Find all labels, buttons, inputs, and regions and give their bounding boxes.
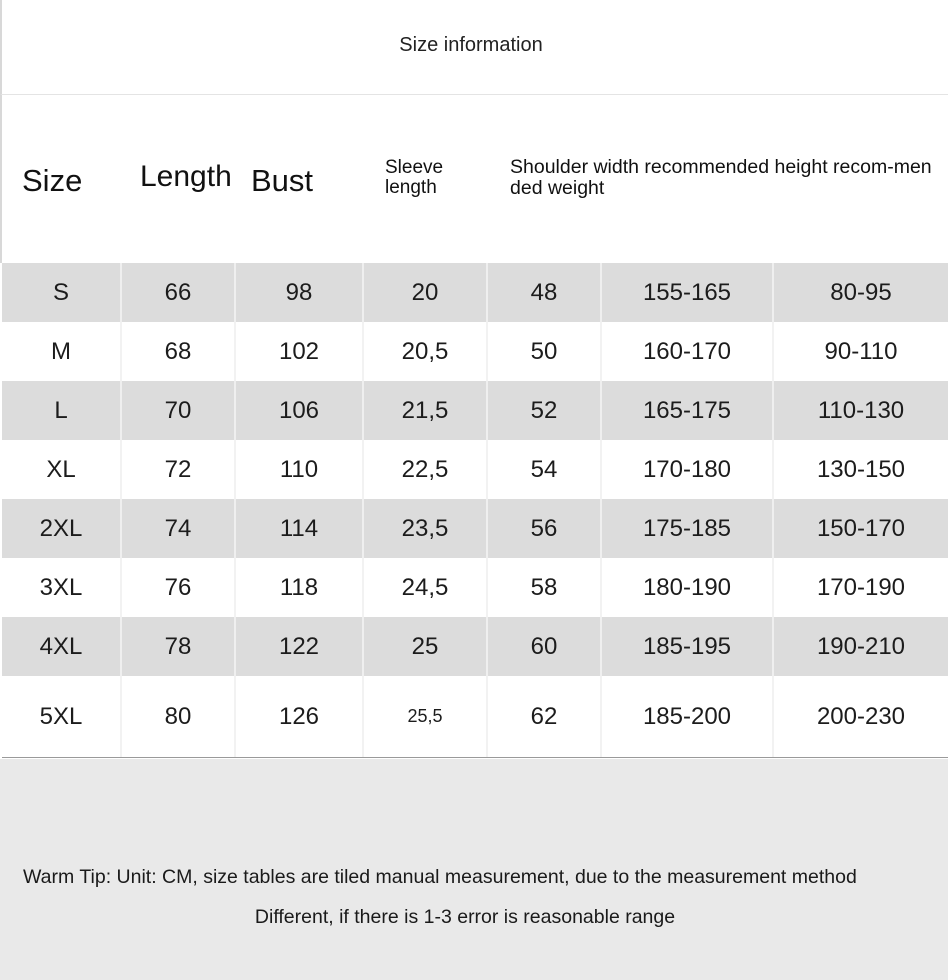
- cell-height: 175-185: [602, 499, 774, 558]
- header-sleeve-length: Sleeve length: [385, 157, 444, 198]
- cell-weight: 90-110: [824, 337, 898, 365]
- header-size: Size: [22, 163, 83, 198]
- table-row: [2, 440, 948, 499]
- cell-shoulder: 56: [488, 499, 602, 558]
- table-row: [2, 617, 948, 676]
- cell-weight: 170-190: [816, 573, 906, 601]
- cell-height: 185-200: [602, 676, 774, 757]
- cell-bust: 98: [236, 263, 364, 322]
- cell-shoulder: 58: [488, 558, 602, 617]
- cell-shoulder: 54: [488, 440, 602, 499]
- cell-height: 160-170: [602, 322, 774, 381]
- table-row: [2, 499, 948, 558]
- cell-size: 4XL: [2, 617, 122, 676]
- cell-bust: 102: [236, 322, 364, 381]
- cell-weight: 150-170: [816, 514, 906, 542]
- page-title: Size information: [399, 34, 543, 56]
- cell-height: 165-175: [602, 381, 774, 440]
- header-shoulder-height-weight: Shoulder width recommended height recom-mended weight: [510, 156, 932, 199]
- cell-sleeve: 25: [364, 617, 488, 676]
- table-row: [2, 558, 948, 617]
- cell-sleeve: 20,5: [364, 322, 488, 381]
- cell-size: 2XL: [2, 499, 122, 558]
- cell-length: 72: [122, 440, 236, 499]
- cell-shoulder: 62: [488, 676, 602, 757]
- cell-size: XL: [2, 440, 122, 499]
- cell-sleeve: 24,5: [364, 558, 488, 617]
- cell-bust: 110: [236, 440, 364, 499]
- cell-bust: 122: [236, 617, 364, 676]
- cell-sleeve: 25,5: [364, 676, 488, 757]
- table-row: [2, 322, 948, 381]
- warm-tip-line-1: Warm Tip: Unit: CM, size tables are tiled manual measurement, due to the measurement method: [23, 866, 857, 888]
- cell-length: 76: [122, 558, 236, 617]
- cell-bust: 118: [236, 558, 364, 617]
- cell-bust: 114: [236, 499, 364, 558]
- cell-size: S: [2, 263, 122, 322]
- cell-weight: 80-95: [830, 278, 892, 306]
- cell-weight: 130-150: [816, 455, 906, 483]
- cell-length: 66: [122, 263, 236, 322]
- cell-weight: 200-230: [816, 702, 906, 730]
- cell-height: 185-195: [602, 617, 774, 676]
- cell-length: 68: [122, 322, 236, 381]
- cell-sleeve: 20: [364, 263, 488, 322]
- cell-height: 170-180: [602, 440, 774, 499]
- warm-tip-line-2: Different, if there is 1-3 error is reasonable range: [254, 906, 676, 928]
- cell-shoulder: 50: [488, 322, 602, 381]
- cell-sleeve: 21,5: [364, 381, 488, 440]
- cell-length: 78: [122, 617, 236, 676]
- cell-length: 80: [122, 676, 236, 757]
- cell-weight: 110-130: [817, 396, 905, 424]
- cell-bust: 126: [236, 676, 364, 757]
- table-row: [2, 263, 948, 322]
- cell-shoulder: 60: [488, 617, 602, 676]
- header-length: Length: [140, 160, 232, 193]
- cell-shoulder: 52: [488, 381, 602, 440]
- table-row: [2, 381, 948, 440]
- cell-size: 5XL: [2, 676, 122, 757]
- cell-height: 155-165: [602, 263, 774, 322]
- size-table: [2, 263, 948, 758]
- header-bust: Bust: [251, 163, 314, 198]
- cell-weight: 190-210: [816, 632, 906, 660]
- cell-bust: 106: [236, 381, 364, 440]
- cell-sleeve: 22,5: [364, 440, 488, 499]
- cell-size: M: [2, 322, 122, 381]
- cell-length: 74: [122, 499, 236, 558]
- cell-size: 3XL: [2, 558, 122, 617]
- cell-length: 70: [122, 381, 236, 440]
- cell-sleeve: 23,5: [364, 499, 488, 558]
- table-row: [2, 676, 948, 758]
- cell-shoulder: 48: [488, 263, 602, 322]
- cell-size: L: [2, 381, 122, 440]
- cell-height: 180-190: [602, 558, 774, 617]
